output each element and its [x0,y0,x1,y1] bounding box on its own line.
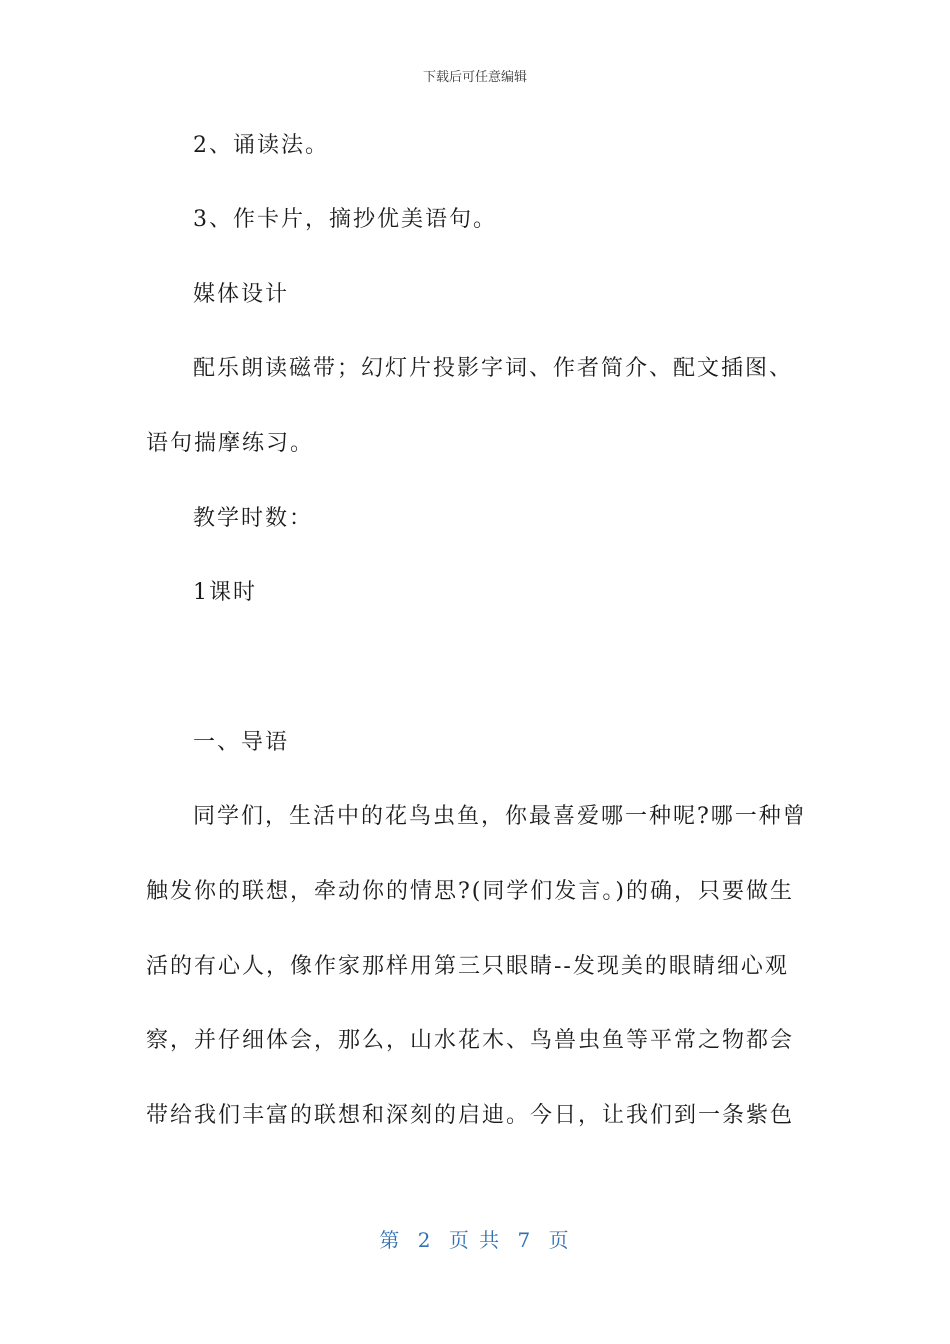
paragraph-intro-line-2: 触发你的联想，牵动你的情思?(同学们发言。)的确，只要做生 [146,879,794,904]
paragraph-media-line-2: 语句揣摩练习。 [146,431,315,456]
paragraph-method-recitation: 2、诵读法。 [193,133,329,158]
page-footer [0,1224,950,1253]
page-header: 下载后可任意编辑 [422,70,527,85]
paragraph-intro-line-4: 察，并仔细体会，那么，山水花木、鸟兽虫鱼等平常之物都会 [146,1028,795,1053]
footer-total-pages: 7 [517,1228,533,1252]
paragraph-intro-line-3: 活的有心人，像作家那样用第三只眼睛--发现美的眼睛细心观 [146,954,789,979]
section-heading-teaching-hours: 教学时数： [193,506,314,531]
paragraph-method-cards: 3、作卡片，摘抄优美语句。 [193,207,497,232]
section-heading-introduction: 一、导语 [193,730,290,755]
paragraph-intro-line-5: 带给我们丰富的联想和深刻的启迪。今日，让我们到一条紫色 [146,1103,795,1128]
paragraph-intro-line-1: 同学们，生活中的花鸟虫鱼，你最喜爱哪一种呢?哪一种曾 [193,804,807,829]
section-heading-media-design: 媒体设计 [193,282,290,307]
paragraph-teaching-hours-value: 1课时 [193,580,257,605]
footer-current-page: 2 [417,1228,433,1252]
footer-prefix: 第 [379,1228,402,1252]
footer-suffix: 页 [548,1228,571,1252]
footer-middle: 页 共 [448,1228,502,1252]
paragraph-media-line-1: 配乐朗读磁带；幻灯片投影字词、作者简介、配文插图、 [193,356,794,381]
